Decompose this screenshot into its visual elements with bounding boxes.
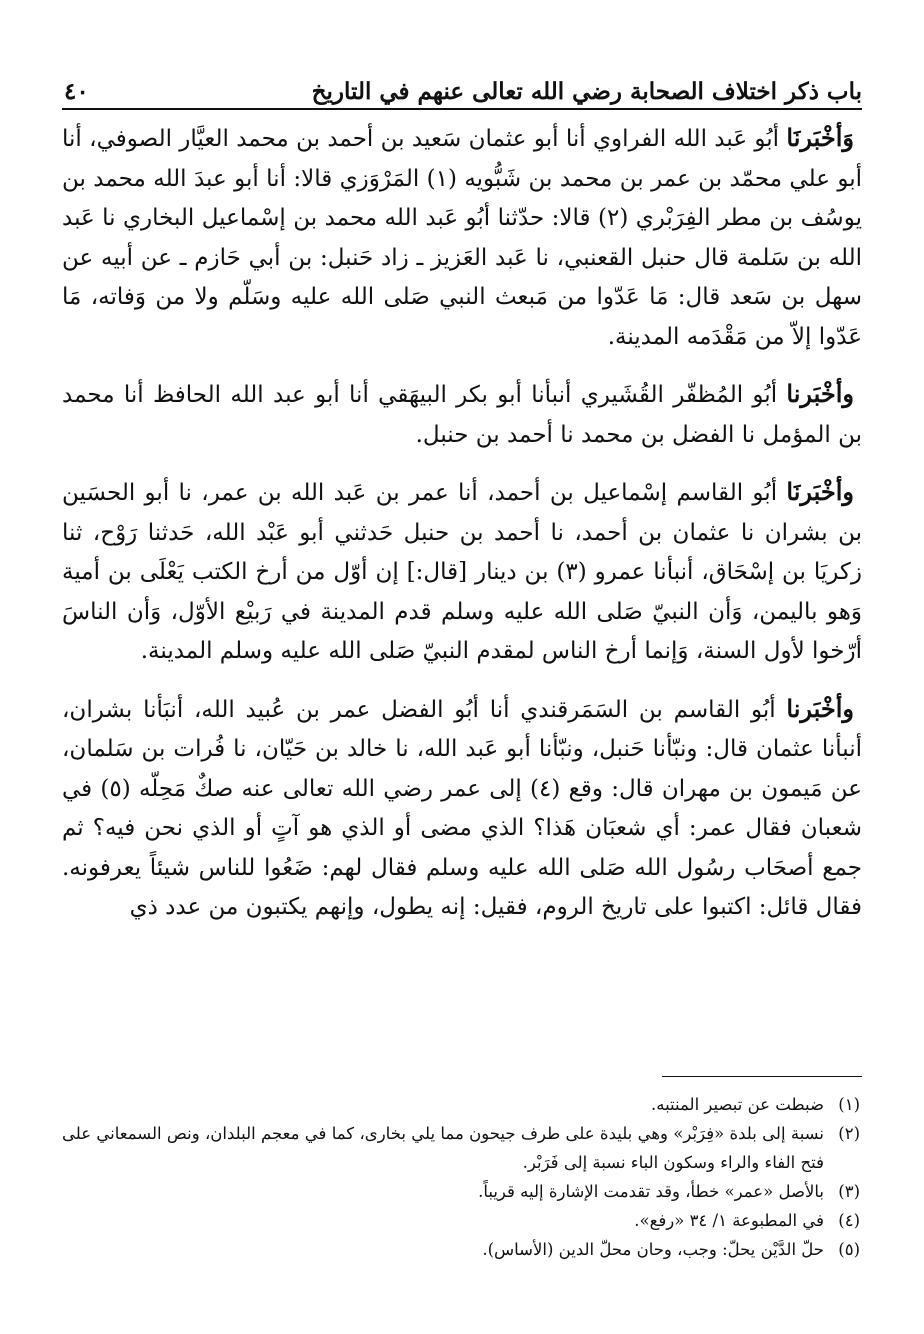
footnote [62, 1119, 862, 1177]
footnote [62, 1090, 862, 1119]
paragraph-lead-word: وَأخْبَرنَا [786, 123, 854, 152]
paragraph-text: أبُو القاسم بن السَمَرقندي أنا أبُو الفضل عمر بن عُبيد الله، أنبَأنا بشران، أنبأنا عثمان قال: ونبّأنا حَنبل، ونبّأنا أبو عَبد الله، نا خالد بن حَيّان، نا فُرات بن سَلمان، عن مَيمون بن مهران قال: وقع (٤) إلى عمر رضي الله تعالى عنه صكٌ مَحِلّه (٥) في شعبان فقال عمر: أي شعبَان هَذا؟ الذي مضى أو الذي هو آتٍ أو الذي نحن فيه؟ ثم جمع أصحَاب رسُول الله صَلى الله عليه وسلم فقال لهم: ضَعُوا للناس شيئاً يعرفونه. فقال قائل: اكتبوا على تاريخ الروم، فقيل: إنه يطول، وإنهم يكتبون من عدد ذي [62, 696, 862, 920]
footnote-text: حلّ الدَّيْن يحلّ: وجب، وحان محلّ الدين (الأساس). [482, 1240, 824, 1259]
footnote-text: في المطبوعة ١/ ٣٤ «رفع». [634, 1211, 824, 1230]
footnote-number: (٤) [838, 1211, 860, 1230]
footnotes [62, 1090, 862, 1264]
footnote-divider [662, 1076, 862, 1077]
paragraph-text: أبُو عَبد الله الفراوي أنا أبو عثمان سَعيد بن أحمد بن محمد العيَّار الصوفي، أنا أبو علي محمّد بن عمر بن محمد بن شَبُّويه (١) المَرْوَزي قالا: أنا أبو عبدَ الله محمد بن يوسُف بن مطر الفِرَبْري (٢) قالا: حدّثنا أبُو عَبد الله محمد بن إسْماعيل البخاري نا عَبد الله بن سَلمة قال حنبل القعنبي، نا عَبد العَزيز ـ زاد حَنبل: بن أبي حَازم ـ عن أبيه عن سهل بن سَعد قال: مَا عَدّوا من مَبعث النبي صَلى الله عليه وسَلّم ولا من وَفاته، مَا عَدّوا إلاّ من مَقْدَمه المدينة. [62, 126, 862, 350]
main-text [62, 118, 862, 945]
footnote-text: نسبة إلى بلدة «فِرَبْر» وهي بليدة على طرف جيحون مما يلي بخارى، كما في معجم البلدان، ونص السمعاني على فتح الفاء والراء وسكون الباء نسبة إلى فَرَبْر. [62, 1124, 824, 1172]
footnote-number: (١) [838, 1095, 860, 1114]
footnote [62, 1235, 862, 1264]
footnote-text: ضبطت عن تبصير المنتبه. [650, 1095, 824, 1114]
footnote-number: (٣) [838, 1182, 860, 1201]
paragraph-text: أبُو القاسم إسْماعيل بن أحمد، أنا عمر بن عَبد الله بن عمر، نا أبو الحسَين بن بشران نا عثمان بن أحمد، نا أحمد بن حنبل حَدثني أبو عَبْد الله، حَدثنا رَوْح، ثنا زكريَا بن إسْحَاق، أنبأنا عمرو (٣) بن دينار [قال:] إن أوّل من أرخ الكتب يَعْلَى بن أمية وَهو باليمن، وَأن النبيّ صَلى الله عليه وسلم قدم المدينة في رَبيْع الأوّل، وَأن الناسَ أرّخوا لأول السنة، وَإنما أرخ الناس لمقدم النبيّ صَلى الله عليه وسلم المدينة. [62, 480, 862, 664]
paragraph-lead-word: وأخْبَرنا [786, 379, 854, 408]
page-number: ٤٠ [64, 78, 89, 105]
page-header [62, 74, 862, 110]
footnote-number: (٢) [838, 1124, 860, 1143]
paragraph [62, 374, 862, 455]
book-page [62, 0, 862, 1334]
paragraph-text: أبُو المُظفّر القُشَيري أنبأنا أبو بكر البيهَقي أنا أبو عبد الله الحافظ أنا محمد بن المؤمل نا الفضل بن محمد نا أحمد بن حنبل. [62, 382, 862, 448]
paragraph [62, 472, 862, 672]
paragraph [62, 689, 862, 928]
footnote [62, 1177, 862, 1206]
paragraph-lead-word: وأخْبَرنَا [786, 477, 854, 506]
running-title: باب ذكر اختلاف الصحابة رضي الله تعالى عنهم في التاريخ [311, 78, 862, 105]
paragraph-lead-word: وأخْبَرنا [786, 693, 854, 723]
footnote-number: (٥) [838, 1240, 860, 1259]
footnote-text: بالأصل «عمر» خطأ، وقد تقدمت الإشارة إليه قريباً. [478, 1182, 824, 1201]
paragraph [62, 118, 862, 357]
footnote [62, 1206, 862, 1235]
